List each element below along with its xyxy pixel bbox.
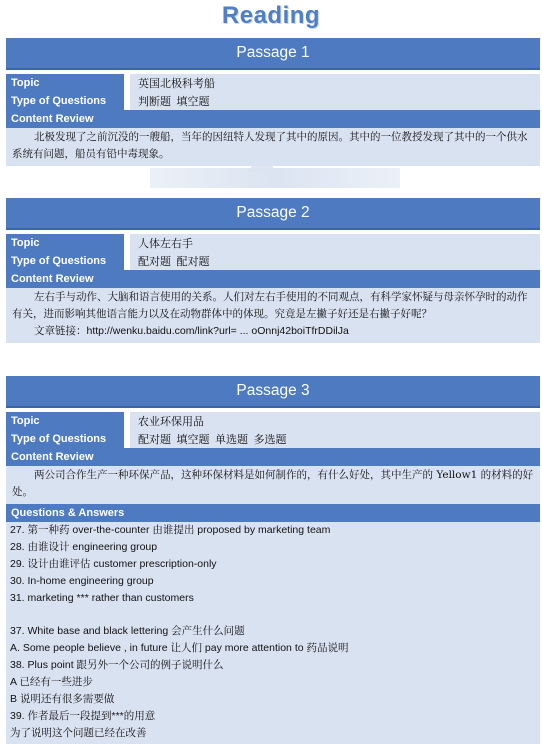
content-review-label: Content Review: [6, 270, 540, 288]
content-review-text: [6, 288, 540, 343]
passage-heading: Passage 1: [6, 38, 540, 70]
article-link[interactable]: 文章链接：http://wenku.baidu.com/link?url= ... oOnnj42boiTfrDDilJa: [34, 325, 349, 337]
qa-item: 37. White base and black lettering 会产生什么问题: [10, 625, 245, 638]
qa-item: 31. marketing *** rather than customers: [10, 591, 194, 604]
question-type-row: [6, 92, 540, 110]
question-type-label: Type of Questions: [6, 252, 130, 270]
qa-item: B 说明还有很多需要做: [10, 692, 115, 705]
topic-row: [6, 234, 540, 252]
question-type-row: [6, 252, 540, 270]
topic-value: 英国北极科考船: [130, 74, 540, 92]
qa-item: 为了说明这个问题已经在改善: [10, 726, 147, 739]
passage-heading: Passage 2: [6, 198, 540, 230]
qa-label: Questions & Answers: [6, 504, 540, 522]
topic-row: [6, 412, 540, 430]
qa-item: A 已经有一些进步: [10, 676, 93, 689]
qa-item: 27. 第一种药 over-the-counter 由谁提出 proposed by marketing team: [10, 524, 331, 536]
question-type-row: [6, 430, 540, 448]
topic-row: [6, 74, 540, 92]
content-text: 北极发现了之前沉没的一艘船，当年的因纽特人发现了其中的原因。其中的一位教授发现了其中的一个供水系统有问题，船员有铅中毒现象。: [12, 131, 528, 160]
passage-3: [6, 376, 540, 744]
topic-label: Topic: [6, 74, 130, 92]
qa-spacer: [10, 606, 537, 623]
qa-item: 38. Plus point 跟另外一个公司的例子说明什么: [10, 659, 224, 672]
passage-heading: Passage 3: [6, 376, 540, 408]
content-text: 左右手与动作、大脑和语言使用的关系。人们对左右手使用的不同观点，有科学家怀疑与母亲怀孕时的动作有关，进而影响其他语言能力以及在动物群体中的体现。究竟是左撇子好还是右撇子好呢？: [12, 291, 528, 320]
content-text: 两公司合作生产一种环保产品，这种环保材料是如何制作的，有什么好处，其中生产的 Yellow1 的材料的好处。: [12, 469, 534, 498]
qa-item: 29. 设计由谁评估 customer prescription-only: [10, 557, 217, 570]
content-review-label: Content Review: [6, 448, 540, 466]
qa-list: [6, 522, 540, 744]
topic-value: 人体左右手: [130, 234, 540, 252]
passage-2: [6, 198, 540, 343]
topic-label: Topic: [6, 412, 130, 430]
question-type-value: 配对题 填空题 单选题 多选题: [130, 430, 540, 448]
question-type-label: Type of Questions: [6, 430, 130, 448]
qa-item: 28. 由谁设计 engineering group: [10, 540, 158, 553]
topic-label: Topic: [6, 234, 130, 252]
question-type-value: 判断题 填空题: [130, 92, 540, 110]
content-review-text: [6, 466, 540, 504]
content-review-text: [6, 128, 540, 166]
qa-item: 30. In-home engineering group: [10, 574, 154, 587]
question-type-value: 配对题 配对题: [130, 252, 540, 270]
question-type-label: Type of Questions: [6, 92, 130, 110]
page-title: Reading: [221, 2, 321, 29]
content-review-label: Content Review: [6, 110, 540, 128]
topic-value: 农业环保用品: [130, 412, 540, 430]
passage-1: [6, 38, 540, 166]
qa-item: 39. 作者最后一段提到***的用意: [10, 709, 156, 722]
qa-item: A. Some people believe , in future 让人们 pay more attention to 药品说明: [10, 642, 349, 655]
